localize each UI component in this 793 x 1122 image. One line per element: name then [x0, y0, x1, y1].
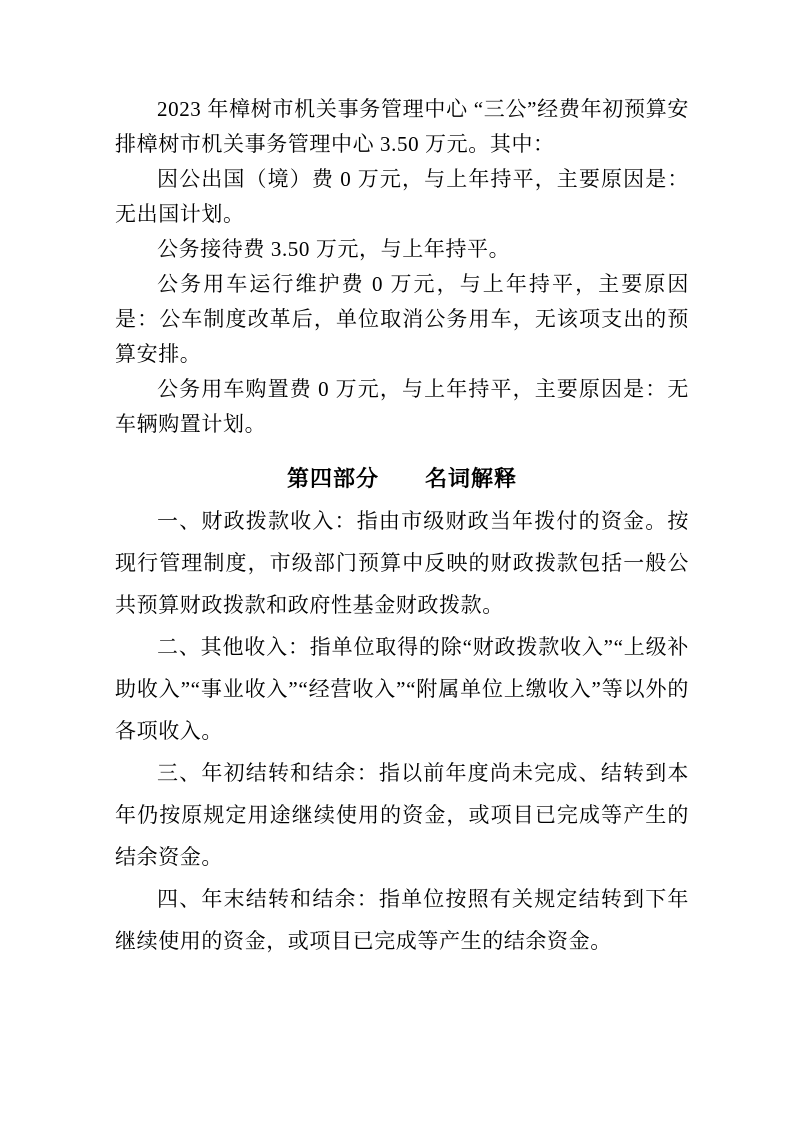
paragraph-reception-expense: 公务接待费 3.50 万元，与上年持平。 — [157, 237, 511, 261]
section-heading-part4: 第四部分 名词解释 — [286, 466, 517, 491]
paragraph-vehicle-maintenance-expense: 公务用车运行维护费 0 万元，与上年持平，主要原因是：公车制度改革后，单位取消公务用车，无该项支出的预算安排。 — [115, 272, 689, 366]
glossary-section — [115, 500, 689, 962]
budget-section — [115, 92, 689, 442]
paragraph-vehicle-purchase-expense: 公务用车购置费 0 万元，与上年持平，主要原因是：无车辆购置计划。 — [115, 377, 689, 436]
paragraph-term-beginning-year-carryover: 三、年初结转和结余：指以前年度尚未完成、结转到本年仍按原规定用途继续使用的资金，或项目已完成等产生的结余资金。 — [115, 761, 689, 869]
paragraph-term-fiscal-appropriation-income: 一、财政拨款收入：指由市级财政当年拨付的资金。按现行管理制度，市级部门预算中反映的财政拨款包括一般公共预算财政拨款和政府性基金财政拨款。 — [115, 509, 689, 617]
paragraph-abroad-expense: 因公出国（境）费 0 万元，与上年持平，主要原因是：无出国计划。 — [115, 167, 689, 226]
paragraph-budget-summary: 2023 年樟树市机关事务管理中心 “三公”经费年初预算安排樟树市机关事务管理中心 3.50 万元。其中： — [115, 97, 689, 156]
paragraph-term-other-income: 二、其他收入：指单位取得的除“财政拨款收入”“上级补助收入”“事业收入”“经营收入”“附属单位上缴收入”等以外的各项收入。 — [115, 635, 689, 743]
paragraph-term-year-end-carryover: 四、年末结转和结余：指单位按照有关规定结转到下年继续使用的资金，或项目已完成等产生的结余资金。 — [115, 887, 689, 953]
